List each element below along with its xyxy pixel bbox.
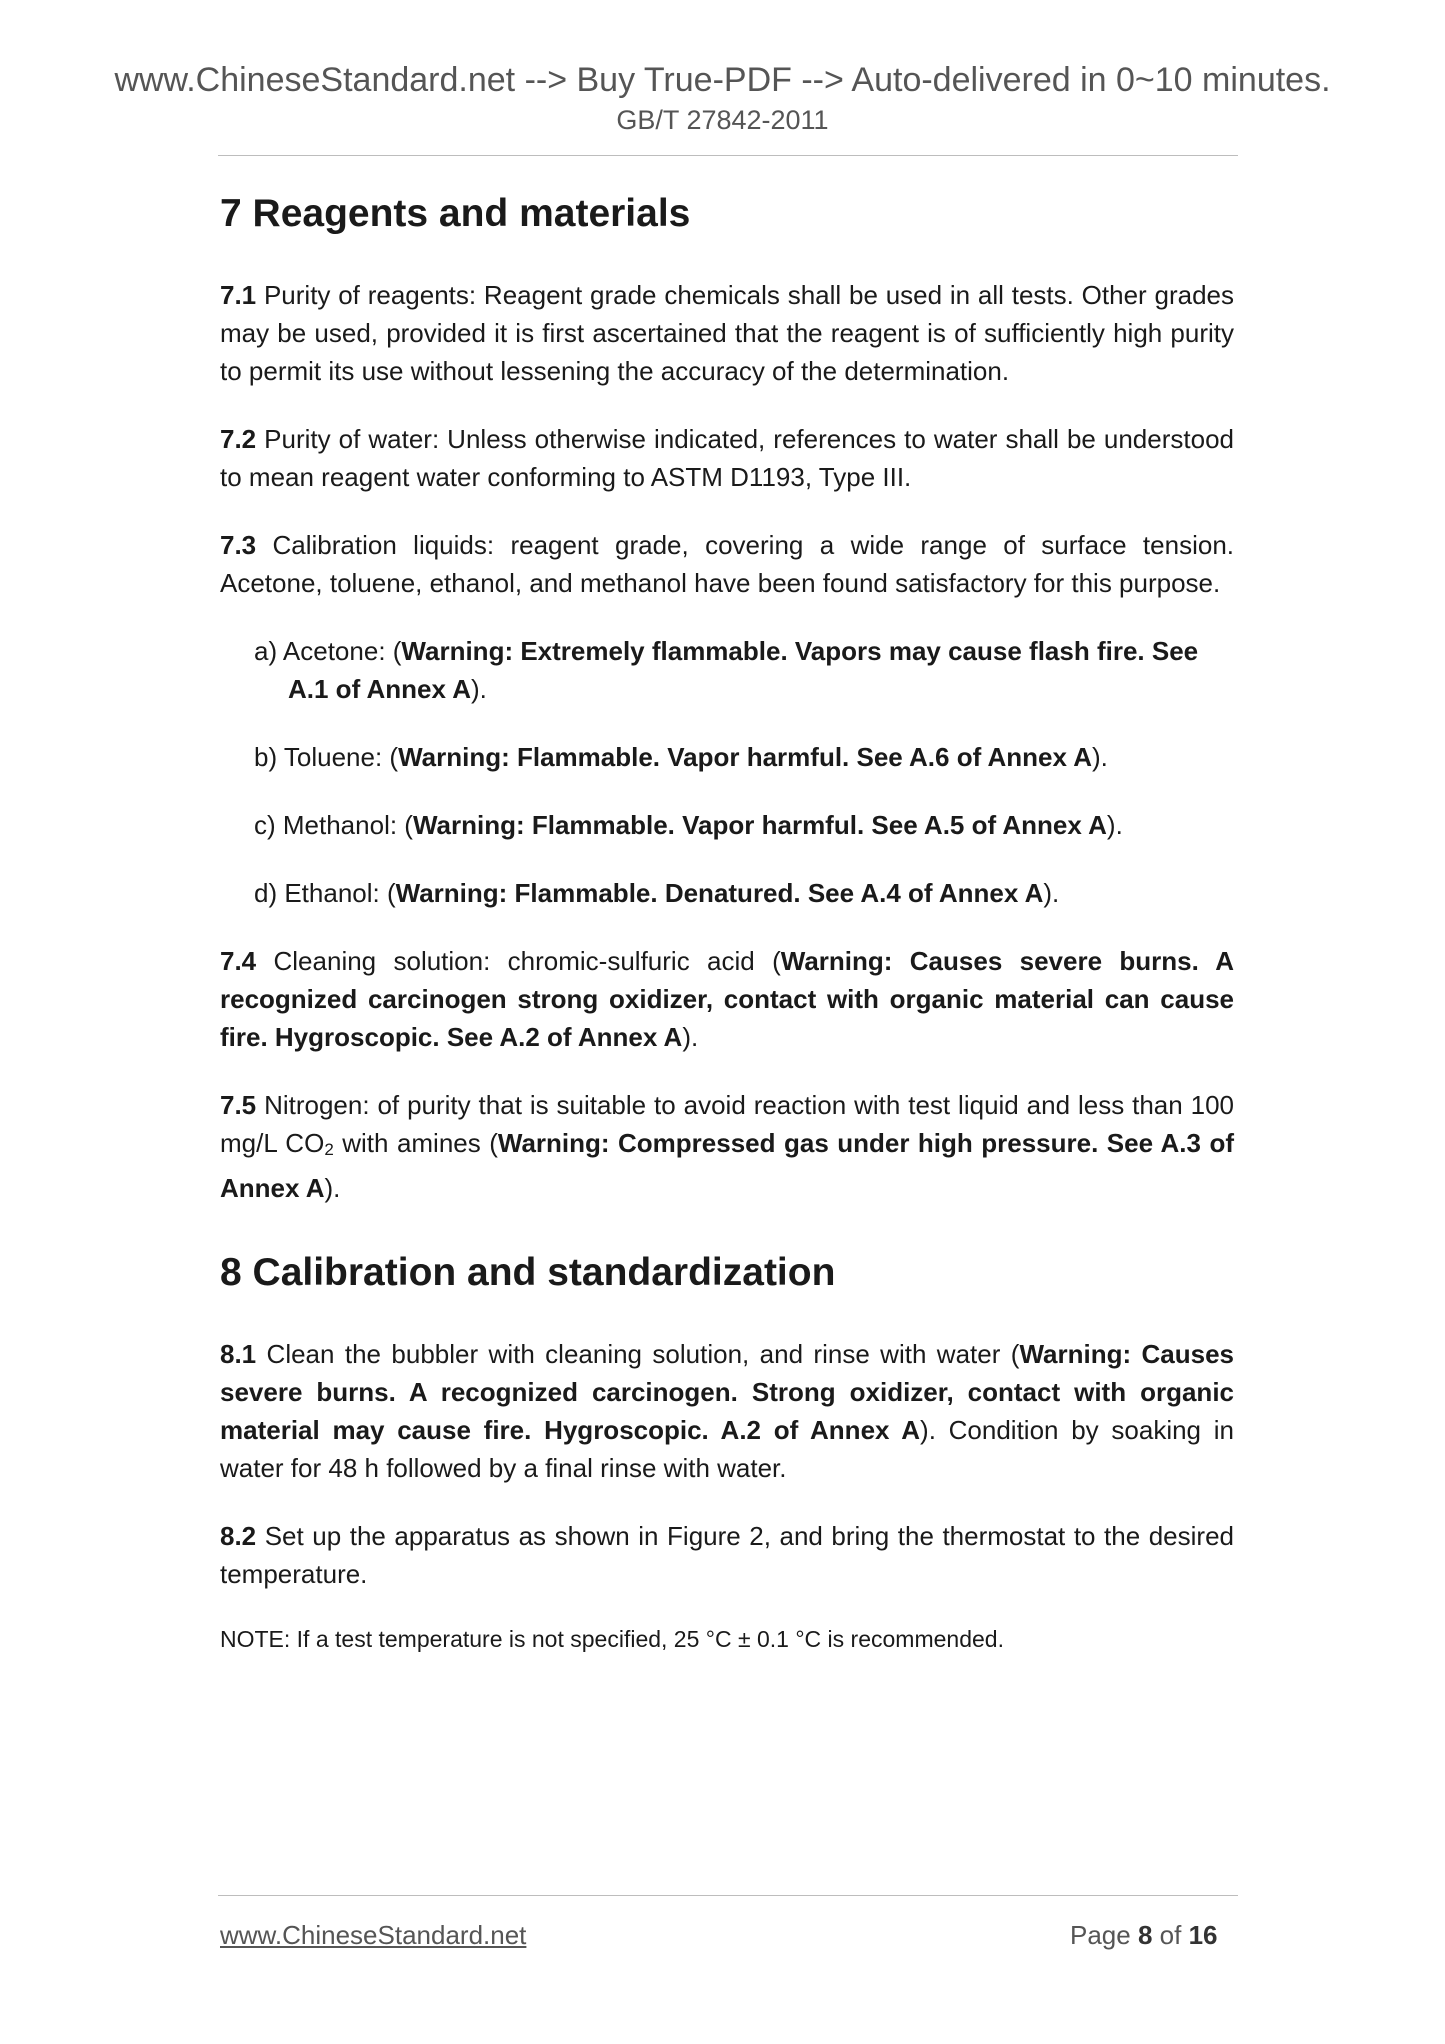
clause-7-1-text: Purity of reagents: Reagent grade chemicals shall be used in all tests. Other grades may be used, provided it is first ascertained that the reagent is of sufficiently high purity to permit its use without lessening the accuracy of the determination. xyxy=(220,280,1234,386)
note: NOTE: If a test temperature is not specified, 25 °C ± 0.1 °C is recommended. xyxy=(220,1626,1004,1652)
clause-7-4-close: ). xyxy=(682,1022,699,1052)
clause-7-5-close: ). xyxy=(324,1173,341,1203)
clause-7-4-text: Cleaning solution: chromic-sulfuric acid ( xyxy=(256,946,781,976)
clause-7-5-text-cont: with amines ( xyxy=(333,1128,498,1158)
footer-divider xyxy=(218,1895,1238,1896)
clause-8-2-number: 8.2 xyxy=(220,1521,257,1551)
clause-8-1 xyxy=(220,1335,1234,1487)
total-pages: 16 xyxy=(1188,1920,1218,1950)
list-item-methanol xyxy=(254,806,1234,844)
clause-7-1 xyxy=(220,276,1234,390)
list-item-label: c) Methanol: ( xyxy=(254,810,413,840)
warning-text: Warning: Compressed gas under high pressure. See A.3 of Annex A xyxy=(220,1128,1234,1203)
list-item-ethanol xyxy=(254,874,1234,912)
clause-7-3-text: Calibration liquids: reagent grade, covering a wide range of surface tension. Acetone, toluene, ethanol, and methanol have been found satisfactory for this purpose. xyxy=(220,530,1234,598)
list-item-label: b) Toluene: ( xyxy=(254,742,399,772)
standard-number: GB/T 27842-2011 xyxy=(616,105,829,135)
list-item-label: d) Ethanol: ( xyxy=(254,878,396,908)
header-banner: www.ChineseStandard.net --> Buy True-PDF --> Auto-delivered in 0~10 minutes. xyxy=(114,61,1331,99)
warning-text: Warning: Flammable. Vapor harmful. See A.6 of Annex A xyxy=(398,742,1093,772)
clause-7-4 xyxy=(220,942,1234,1056)
clause-8-1-text: Clean the bubbler with cleaning solution, and rinse with water ( xyxy=(256,1339,1020,1369)
clause-8-2 xyxy=(220,1517,1234,1593)
clause-7-5-number: 7.5 xyxy=(220,1090,257,1120)
list-item-close: ). xyxy=(1106,810,1123,840)
warning-text: Warning: Flammable. Vapor harmful. See A.5 of Annex A xyxy=(412,810,1107,840)
list-item-close: ). xyxy=(1092,742,1108,772)
subscript: 2 xyxy=(324,1140,334,1159)
page-body xyxy=(220,188,1234,1655)
clause-7-4-number: 7.4 xyxy=(220,946,257,976)
clause-7-1-number: 7.1 xyxy=(220,280,257,310)
list-item-close: ). xyxy=(1043,878,1060,908)
clause-7-2-number: 7.2 xyxy=(220,424,257,454)
list-item-close: ). xyxy=(470,674,487,704)
clause-7-3-number: 7.3 xyxy=(220,530,257,560)
warning-text: Warning: Causes severe burns. A recognized carcinogen. Strong oxidizer, contact with organic material may cause fire. Hygroscopic. A.2 of Annex A xyxy=(220,1339,1235,1445)
warning-text: Warning: Causes severe burns. A recognized carcinogen strong oxidizer, contact with organic material can cause fire. Hygroscopic. See A.2 of Annex A xyxy=(220,946,1234,1052)
current-page: 8 xyxy=(1137,1920,1153,1950)
clause-7-2 xyxy=(220,420,1234,496)
footer-site-link[interactable]: www.ChineseStandard.net xyxy=(220,1920,527,1950)
header-divider xyxy=(218,155,1238,156)
clause-7-3 xyxy=(220,526,1234,602)
page-label: Page xyxy=(1070,1920,1138,1950)
clause-7-5 xyxy=(220,1086,1234,1207)
list-item-toluene xyxy=(254,738,1234,776)
warning-text: Warning: Extremely flammable. Vapors may cause flash fire. See A.1 of Annex A xyxy=(288,636,1199,704)
clause-7-2-text: Purity of water: Unless otherwise indicated, references to water shall be understood to mean reagent water conforming to ASTM D1193, Type III. xyxy=(220,424,1234,492)
list-item-acetone xyxy=(254,632,1234,708)
page-indicator xyxy=(1070,1918,1217,1952)
clause-8-2-text: Set up the apparatus as shown in Figure 2, and bring the thermostat to the desired temperature. xyxy=(220,1521,1234,1589)
page-of: of xyxy=(1152,1920,1189,1950)
clause-8-1-close: ). Condition by soaking in water for 48 h followed by a final rinse with water. xyxy=(220,1415,1234,1483)
clause-8-1-number: 8.1 xyxy=(220,1339,257,1369)
clause-7-5-text: Nitrogen: of purity that is suitable to avoid reaction with test liquid and less than 100 mg/L CO xyxy=(220,1090,1234,1158)
section-8-heading: 8 Calibration and standardization xyxy=(220,1251,836,1294)
warning-text: Warning: Flammable. Denatured. See A.4 of Annex A xyxy=(395,878,1044,908)
section-7-heading: 7 Reagents and materials xyxy=(220,192,691,235)
list-item-label: a) Acetone: ( xyxy=(254,636,402,666)
